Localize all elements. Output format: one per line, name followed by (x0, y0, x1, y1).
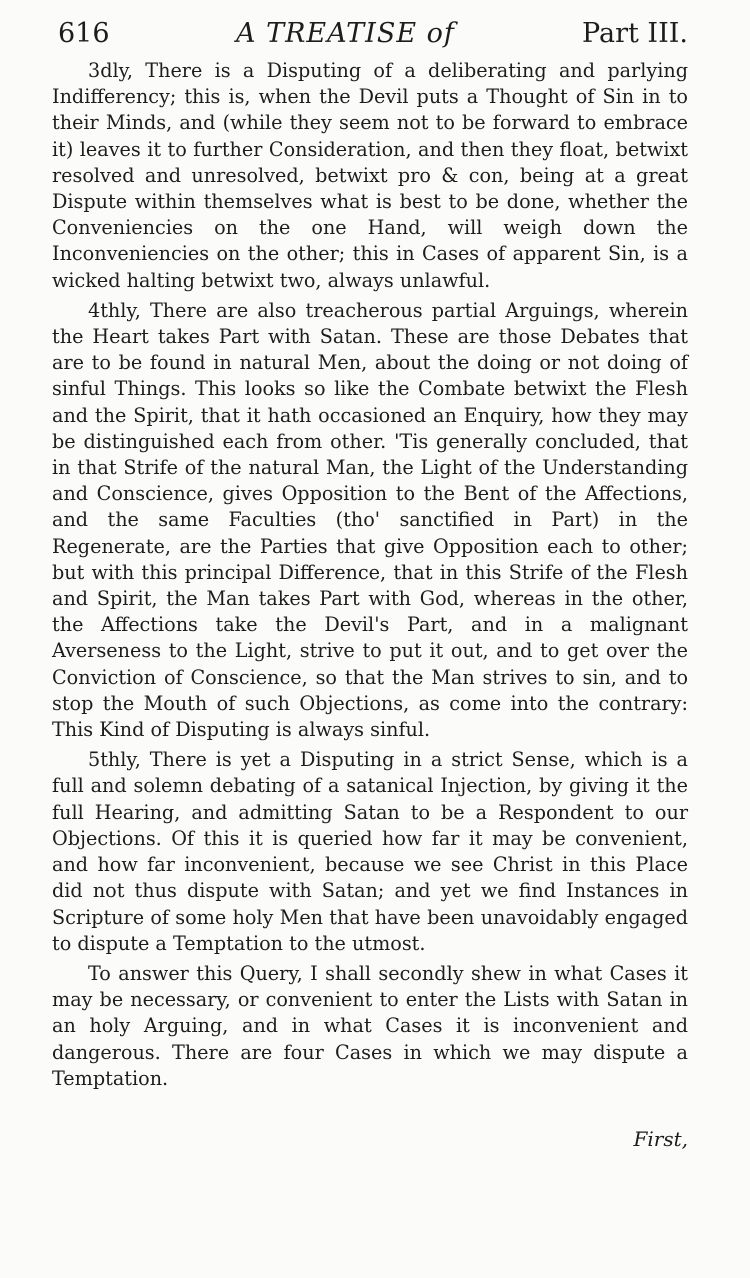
page-header (58, 14, 688, 54)
paragraph-3dly: 3dly, There is a Disputing of a deliberating and parlying Indifferency; this is, when the Devil puts a Thought of Sin in to their Minds, and (while they seem not to be forward to embrace it) leaves it to further Consideration, and then they float, betwixt resolved and unresolved, betwixt pro & con, being at a great Dispute within themselves what is best to be done, whether the Conveniencies on the one Hand, will weigh down the Inconveniencies on the other; this in Cases of apparent Sin, is a wicked halting betwixt two, always unlawful. (52, 59, 688, 292)
page-number: 616 (58, 18, 110, 49)
catchword: First, (633, 1127, 688, 1151)
paragraph-4thly: 4thly, There are also treacherous partial Arguings, wherein the Heart takes Part with Satan. These are those Debates that are to be found in natural Men, about the doing or not doing of sinful Things. This looks so like the Combate betwixt the Flesh and the Spirit, that it hath occasioned an Enquiry, how they may be distinguished each from other. 'Tis generally concluded, that in that Strife of the natural Man, the Light of the Understanding and Conscience, gives Opposition to the Bent of the Affections, and the same Faculties (tho' sanctified in Part) in the Regenerate, are the Parties that give Opposition each to other; but with this principal Difference, that in this Strife of the Flesh and Spirit, the Man takes Part with God, whereas in the other, the Affections take the Devil's Part, and in a malignant Averseness to the Light, strive to put it out, and to get over the Conviction of Conscience, so that the Man strives to sin, and to stop the Mouth of such Objections, as come into the contrary: This Kind of Disputing is always sinful. (52, 298, 688, 742)
running-title: A TREATISE of (236, 18, 455, 49)
part-label: Part III. (582, 18, 688, 49)
paragraph-answer-query: To answer this Query, I shall secondly shew in what Cases it may be necessary, or convenient to enter the Lists with Satan in an holy Arguing, and in what Cases it is inconvenient and dangerous. There are four Cases in which we may dispute a Temptation. (52, 961, 688, 1090)
body-text (52, 58, 688, 1096)
paragraph-5thly: 5thly, There is yet a Disputing in a strict Sense, which is a full and solemn debating of a satanical Injection, by giving it the full Hearing, and admitting Satan to be a Respondent to our Objections. Of this it is queried how far it may be convenient, and how far inconvenient, because we see Christ in this Place did not thus dispute with Satan; and yet we find Instances in Scripture of some holy Men that have been unavoidably engaged to dispute a Temptation to the utmost. (52, 748, 688, 955)
